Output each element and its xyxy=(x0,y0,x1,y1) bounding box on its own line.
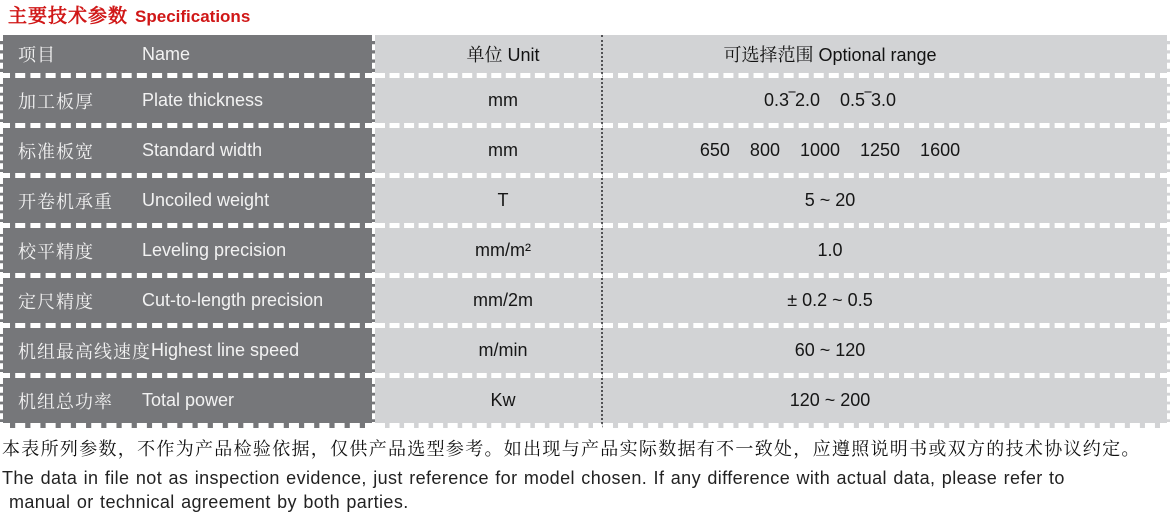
range-cell xyxy=(603,78,1170,128)
name-chinese: 机组总功率 xyxy=(18,391,113,412)
header-range-label: 可选择范围 Optional range xyxy=(723,45,937,65)
unit-cell xyxy=(375,78,603,128)
unit-cell xyxy=(375,178,603,228)
name-english: Highest line speed xyxy=(151,340,300,360)
table-row xyxy=(0,128,1170,178)
footnote-chinese: 本表所列参数，不作为产品检验依据，仅供产品选型参考。如出现与产品实际数据有不一致处，应遵照说明书或双方的技术协议约定。 xyxy=(2,439,1141,459)
header-name-english: Name xyxy=(142,43,191,64)
range-cell xyxy=(603,378,1170,428)
range-value: 120 ~ 200 xyxy=(789,390,871,410)
footnote-english-line2: manual or technical agreement by both parties. xyxy=(9,492,409,512)
table-row xyxy=(0,278,1170,328)
header-unit-cell xyxy=(375,35,603,78)
unit-value: mm xyxy=(488,140,518,160)
header-unit-label: 单位 Unit xyxy=(466,45,540,65)
name-cell xyxy=(0,178,375,228)
table-row xyxy=(0,378,1170,428)
name-english: Total power xyxy=(142,390,235,410)
name-english: Cut-to-length precision xyxy=(142,290,324,310)
range-value: 0.3‾2.0 0.5‾3.0 xyxy=(763,90,897,110)
name-chinese: 开卷机承重 xyxy=(18,191,113,212)
name-cell xyxy=(0,328,375,378)
range-cell xyxy=(603,178,1170,228)
range-cell xyxy=(603,328,1170,378)
unit-value: mm/2m xyxy=(473,290,533,310)
table-row xyxy=(0,328,1170,378)
name-cell xyxy=(0,128,375,178)
range-value: 60 ~ 120 xyxy=(794,340,866,360)
unit-value: m/min xyxy=(478,340,528,360)
range-value: 1.0 xyxy=(817,240,843,260)
unit-value: mm xyxy=(488,90,518,110)
range-cell xyxy=(603,128,1170,178)
table-row xyxy=(0,78,1170,128)
page-title-chinese: 主要技术参数 xyxy=(8,6,129,27)
footnote xyxy=(0,437,1170,514)
name-cell xyxy=(0,378,375,428)
unit-cell xyxy=(375,228,603,278)
name-cell xyxy=(0,78,375,128)
header-range-cell xyxy=(603,35,1170,78)
spec-table xyxy=(0,35,1170,428)
range-value: 5 ~ 20 xyxy=(804,190,856,210)
name-english: Plate thickness xyxy=(142,90,264,110)
unit-cell xyxy=(375,378,603,428)
unit-cell xyxy=(375,328,603,378)
name-chinese: 校平精度 xyxy=(18,241,94,262)
unit-value: mm/m² xyxy=(475,240,531,260)
unit-cell xyxy=(375,278,603,328)
range-value: ± 0.2 ~ 0.5 xyxy=(787,290,873,310)
unit-value: T xyxy=(497,190,509,210)
header-name-cell xyxy=(0,35,375,78)
range-value: 650 800 1000 1250 1600 xyxy=(699,140,961,160)
unit-value: Kw xyxy=(490,390,516,410)
name-cell xyxy=(0,278,375,328)
page-title xyxy=(0,0,1170,29)
name-chinese: 标准板宽 xyxy=(18,141,94,162)
footnote-english-line1: The data in file not as inspection evidence, just reference for model chosen. If any difference with actual data, please refer to xyxy=(2,468,1065,488)
unit-cell xyxy=(375,128,603,178)
name-chinese: 定尺精度 xyxy=(18,291,94,312)
page-title-english: Specifications xyxy=(135,7,251,26)
table-header-row xyxy=(0,35,1170,78)
name-english: Leveling precision xyxy=(142,240,287,260)
name-chinese: 机组最高线速度 xyxy=(18,341,151,362)
range-cell xyxy=(603,228,1170,278)
name-english: Standard width xyxy=(142,140,263,160)
header-name-chinese: 项目 xyxy=(18,45,56,65)
name-chinese: 加工板厚 xyxy=(18,91,94,112)
range-cell xyxy=(603,278,1170,328)
table-row xyxy=(0,178,1170,228)
name-cell xyxy=(0,228,375,278)
table-row xyxy=(0,228,1170,278)
name-english: Uncoiled weight xyxy=(142,190,270,210)
